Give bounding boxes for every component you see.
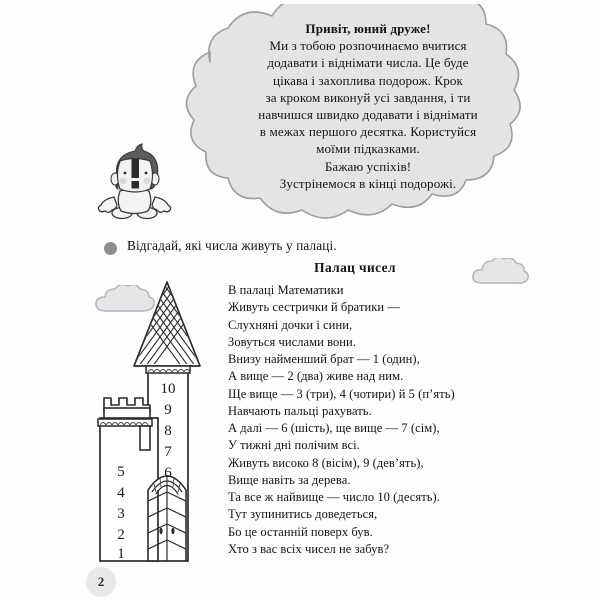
poem-line: Зовуться числами вони. [228, 334, 357, 349]
poem-line: Вище навіть за дерева. [228, 472, 351, 487]
intro-line: цікава і захоплива подорож. Крок [273, 72, 463, 88]
short-tower-number-column [117, 464, 125, 562]
poem-line: Бо це останній поверх був. [228, 524, 373, 539]
intro-heading: Привіт, юний друже! [305, 21, 431, 36]
castle-number: 7 [164, 444, 172, 460]
castle-number: 9 [164, 402, 172, 418]
intro-line: в межах першого десятка. Користуйся [259, 124, 477, 140]
poem-line: Слухняні дочки і сини, [228, 317, 353, 332]
castle-number: 10 [160, 381, 176, 397]
poem-line: Навчають пальці рахувать. [228, 403, 372, 418]
task-bullet-icon [104, 242, 117, 255]
poem-line: Живуть сестрички й братики — [228, 300, 400, 315]
poem-title: Палац чисел [314, 260, 396, 275]
castle-number: 5 [117, 464, 125, 480]
castle-number: 8 [164, 423, 172, 439]
intro-line: Зустрінемося в кінці подорожі. [279, 175, 457, 191]
poem-line: Ще вище — 3 (три), 4 (чотири) й 5 (п’ять) [228, 386, 455, 401]
poem-line: Внизу найменший брат — 1 (один), [228, 352, 420, 366]
intro-thought-bubble [148, 4, 588, 232]
task-instruction-text: Відгадай, які числа живуть у палаці. [127, 238, 337, 253]
intro-message [182, 20, 554, 192]
intro-line: за кроком виконуй усі завдання, і ти [265, 89, 471, 105]
castle-number: 3 [117, 506, 125, 522]
poem-line: У тижні дні полічим всі. [228, 438, 360, 453]
poem-line: Живуть високо 8 (вісім), 9 (дев’ять), [228, 455, 424, 470]
castle-number: 1 [117, 546, 125, 562]
mascot-character [92, 141, 178, 223]
poem-line: В палаці Математики [228, 283, 344, 297]
castle-number: 4 [117, 485, 125, 501]
poem-line: Та все ж найвище — число 10 (десять). [228, 490, 440, 504]
intro-line: моїми підказками. [316, 141, 420, 157]
intro-line: Бажаю успіхів! [324, 158, 412, 174]
numbers-palace-illustration [88, 278, 220, 566]
castle-number: 6 [164, 465, 172, 481]
exclamation-mark-icon [132, 159, 140, 189]
poem-line: Тут зупинитись доведеться, [228, 507, 378, 522]
poem-line: А вище — 2 (два) живе над ним. [228, 369, 404, 384]
intro-line: навчишся швидко додавати і віднімати [258, 107, 478, 123]
intro-line: Ми з тобою розпочинаємо вчитися [269, 38, 467, 54]
castle-number: 2 [117, 527, 125, 543]
poem-line: А далі — 6 (шість), ще вище — 7 (сім), [228, 421, 440, 435]
poem-body [228, 282, 578, 558]
page-number: 2 [86, 567, 116, 597]
task-instruction [104, 238, 337, 255]
poem-line: Хто з вас всіх чисел не забув? [228, 541, 390, 556]
intro-line: додавати і віднімати числа. Це буде [267, 55, 469, 71]
